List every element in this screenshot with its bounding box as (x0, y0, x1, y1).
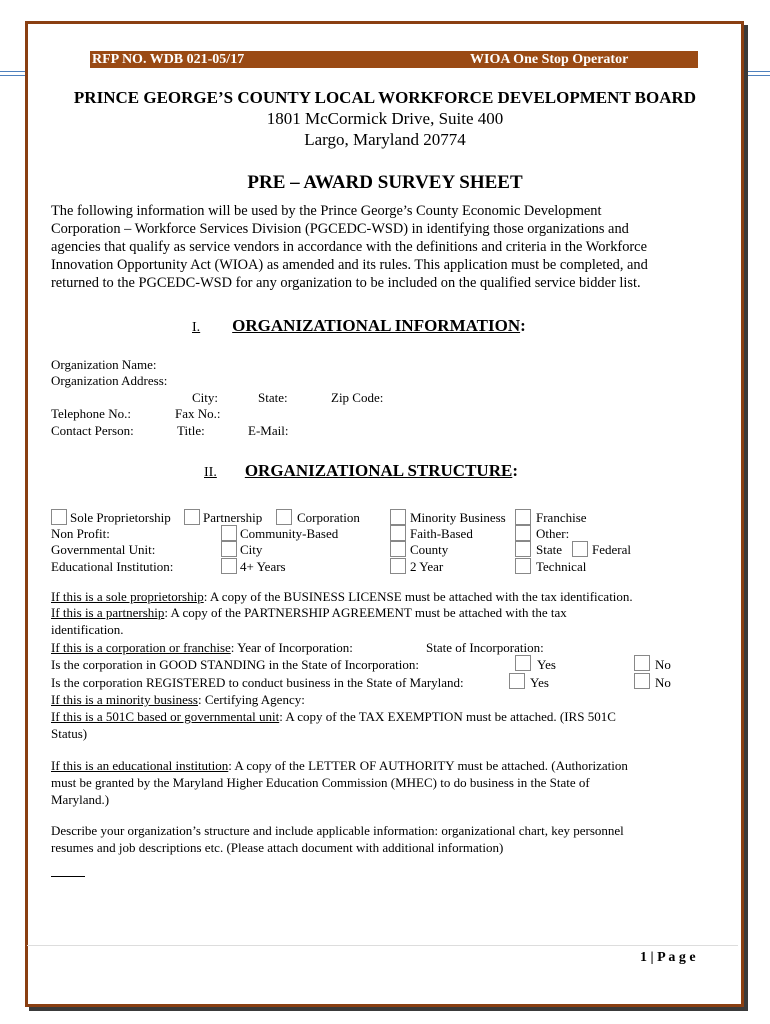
intro-line: The following information will be used by the Prince George’s County Economic Development (51, 203, 602, 219)
faith-based-checkbox[interactable] (390, 525, 406, 541)
minority-business-checkbox[interactable] (390, 509, 406, 525)
email-label: E-Mail: (248, 423, 289, 438)
educational-note: If this is an educational institution: A copy of the LETTER OF AUTHORITY must be attached. (Authorization (51, 758, 628, 773)
intro-line: Corporation – Workforce Services Division (PGCEDC-WSD) in identifying those organizations and (51, 221, 629, 237)
describe-structure-line2: resumes and job descriptions etc. (Please attach document with additional information) (51, 840, 504, 855)
governmental-unit-label: Governmental Unit: (51, 542, 156, 557)
educational-note-cont: must be granted by the Maryland Higher Education Commission (MHEC) to do business in the State of (51, 775, 590, 790)
page-number: 1 | P a g e (640, 950, 696, 965)
corporation-note: If this is a corporation or franchise: Year of Incorporation: (51, 640, 353, 655)
rfp-number: RFP NO. WDB 021-05/17 (92, 52, 245, 67)
org-name-label: Organization Name: (51, 357, 157, 372)
footer-rule (27, 945, 738, 946)
section2-title: ORGANIZATIONAL STRUCTURE (244, 461, 513, 480)
minority-business-label: Minority Business (410, 510, 506, 525)
fax-label: Fax No.: (175, 406, 221, 421)
county-label: County (410, 542, 449, 557)
community-based-label: Community-Based (240, 526, 339, 541)
two-year-label: 2 Year (410, 559, 444, 574)
registered-question: Is the corporation REGISTERED to conduct business in the State of Maryland: (51, 675, 464, 690)
section2-number: II. (204, 465, 217, 480)
state-checkbox[interactable] (515, 541, 531, 557)
technical-label: Technical (536, 559, 587, 574)
registered-yes-checkbox[interactable] (509, 673, 525, 689)
org-address-label: Organization Address: (51, 373, 168, 388)
city-option-label: City (240, 542, 263, 557)
zip-label: Zip Code: (331, 390, 384, 405)
intro-paragraph (51, 202, 691, 292)
faith-based-label: Faith-Based (410, 526, 473, 541)
corporation-label: Corporation (297, 510, 360, 525)
franchise-label: Franchise (536, 510, 587, 525)
registered-no-checkbox[interactable] (634, 673, 650, 689)
corporation-checkbox[interactable] (276, 509, 292, 525)
tax-exemption-note-cont: Status) (51, 726, 88, 741)
program-name: WIOA One Stop Operator (470, 52, 629, 67)
other-label: Other: (536, 526, 570, 541)
sole-proprietorship-checkbox[interactable] (51, 509, 67, 525)
partnership-label: Partnership (203, 510, 263, 525)
board-name: PRINCE GEORGE’S COUNTY LOCAL WORKFORCE DEVELOPMENT BOARD (73, 88, 697, 107)
describe-structure-line1: Describe your organization’s structure and include applicable information: organizational chart, key personnel (51, 823, 624, 838)
minority-business-note: If this is a minority business: Certifying Agency: (51, 692, 305, 707)
county-checkbox[interactable] (390, 541, 406, 557)
intro-line: returned to the PGCEDC-WSD for any organization to be included on the qualified service bidder list. (51, 275, 641, 291)
community-based-checkbox[interactable] (221, 525, 237, 541)
educational-institution-label: Educational Institution: (51, 559, 174, 574)
city-checkbox[interactable] (221, 541, 237, 557)
answer-blank-line[interactable] (51, 876, 85, 877)
good-standing-yes-label: Yes (537, 657, 556, 672)
educational-note-cont2: Maryland.) (51, 792, 110, 807)
section1-heading: I. ORGANIZATIONAL INFORMATION: (192, 316, 526, 335)
board-address-line1: 1801 McCormick Drive, Suite 400 (266, 109, 504, 128)
registered-yes-label: Yes (530, 675, 549, 690)
intro-line: agencies that qualify as service vendors in accordance with the definitions and criteria in the Workforce (51, 239, 647, 255)
contact-person-label: Contact Person: (51, 423, 134, 438)
state-of-incorporation-label: State of Incorporation: (426, 640, 544, 655)
board-address-line2: Largo, Maryland 20774 (304, 130, 466, 149)
partnership-checkbox[interactable] (184, 509, 200, 525)
federal-label: Federal (592, 542, 631, 557)
partnership-note-cont: identification. (51, 622, 124, 637)
city-label: City: (192, 390, 219, 405)
four-plus-years-label: 4+ Years (240, 559, 286, 574)
sole-proprietorship-label: Sole Proprietorship (70, 510, 171, 525)
state-label: State: (258, 390, 288, 405)
section1-number: I. (192, 320, 201, 335)
franchise-checkbox[interactable] (515, 509, 531, 525)
partnership-note: If this is a partnership: A copy of the PARTNERSHIP AGREEMENT must be attached with the tax (51, 605, 567, 620)
federal-checkbox[interactable] (572, 541, 588, 557)
other-checkbox[interactable] (515, 525, 531, 541)
section2-heading: II. ORGANIZATIONAL STRUCTURE: (204, 461, 518, 480)
good-standing-no-checkbox[interactable] (634, 655, 650, 671)
intro-line: Innovation Opportunity Act (WIOA) as amended and its rules. This application must be completed, and (51, 257, 648, 273)
state-option-label: State (536, 542, 562, 557)
good-standing-question: Is the corporation in GOOD STANDING in the State of Incorporation: (51, 657, 419, 672)
registered-no-label: No (655, 675, 671, 690)
sole-proprietorship-note: If this is a sole proprietorship: A copy of the BUSINESS LICENSE must be attached with the tax identification. (51, 589, 633, 604)
two-year-checkbox[interactable] (390, 558, 406, 574)
title-label: Title: (177, 423, 205, 438)
good-standing-yes-checkbox[interactable] (515, 655, 531, 671)
good-standing-no-label: No (655, 657, 671, 672)
page-title: PRE – AWARD SURVEY SHEET (247, 172, 523, 193)
section1-title: ORGANIZATIONAL INFORMATION (232, 316, 521, 335)
telephone-label: Telephone No.: (51, 406, 131, 421)
tax-exemption-note: If this is a 501C based or governmental unit: A copy of the TAX EXEMPTION must be attached. (IRS 501C (51, 709, 616, 724)
four-plus-years-checkbox[interactable] (221, 558, 237, 574)
technical-checkbox[interactable] (515, 558, 531, 574)
non-profit-label: Non Profit: (51, 526, 110, 541)
